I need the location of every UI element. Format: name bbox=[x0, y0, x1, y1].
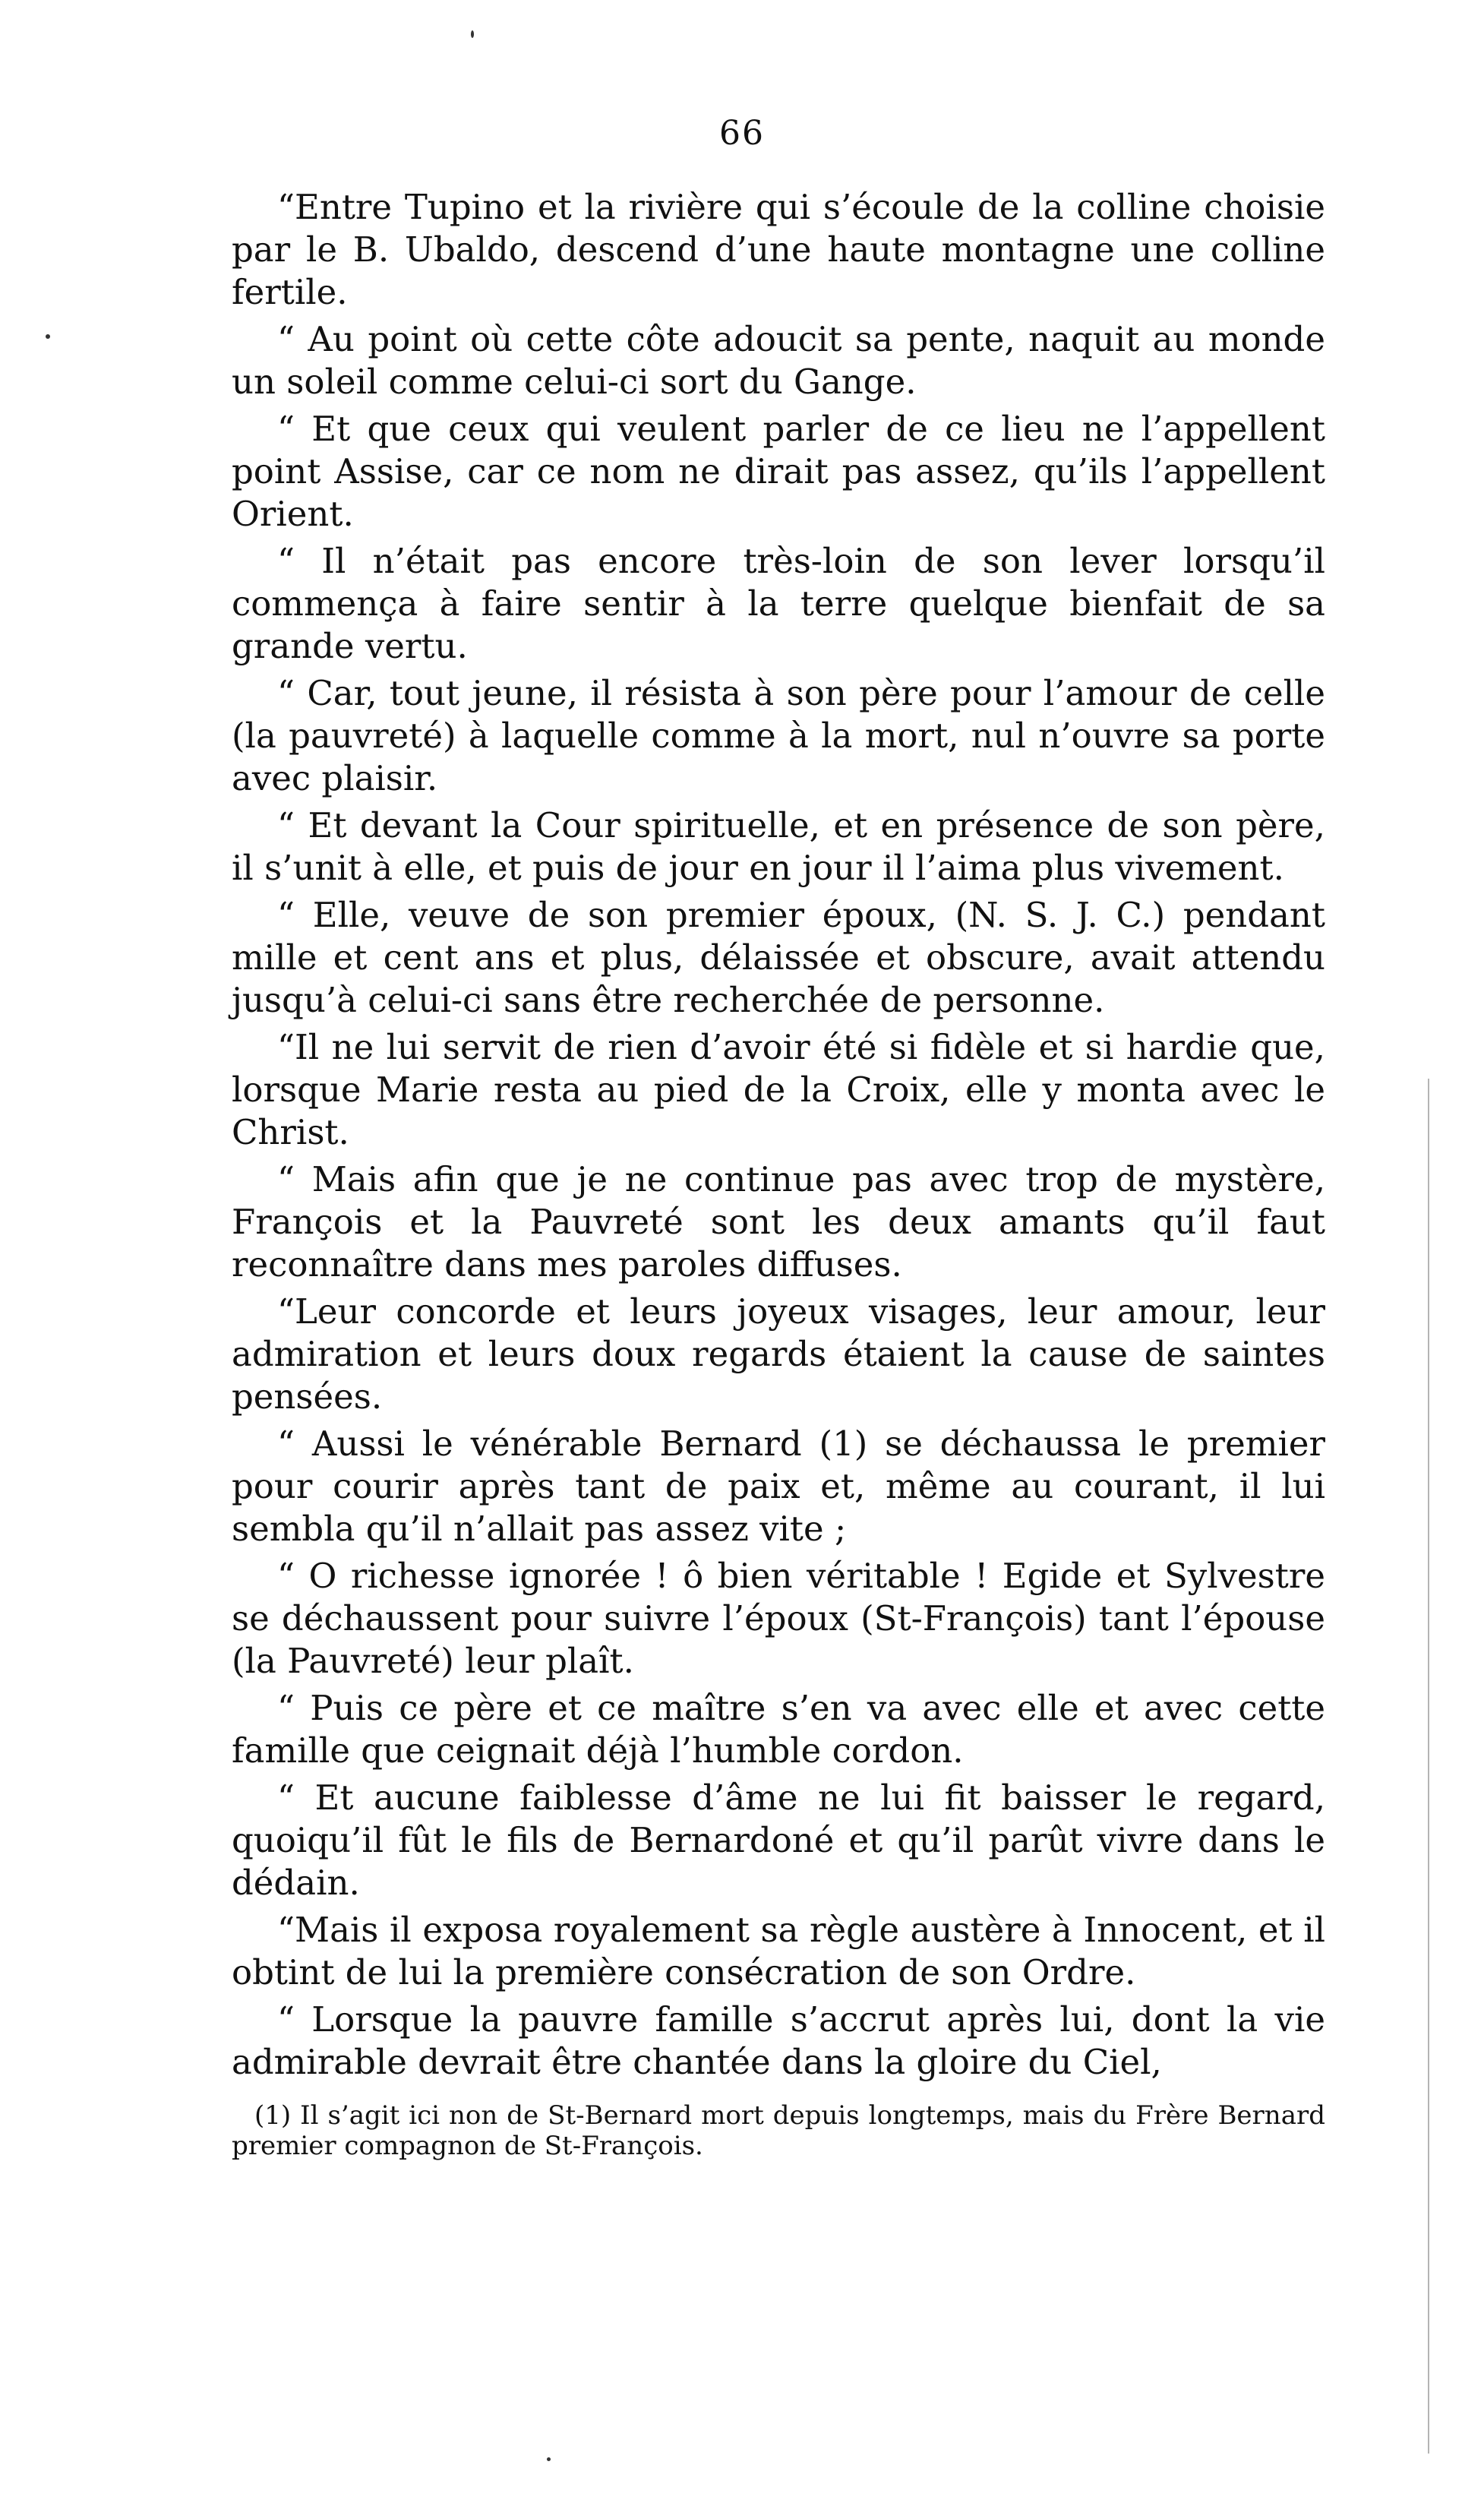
paragraph-3: “ Et que ceux qui veulent parler de ce lieu ne l’appellent point Assise, car ce nom ne dirait pas assez, qu’ils l’appellent Orient. bbox=[232, 409, 1325, 534]
footnote-area bbox=[232, 2100, 1325, 2161]
paragraph-2: “ Au point où cette côte adoucit sa pente, naquit au monde un soleil comme celui-ci sort du Gange. bbox=[232, 319, 1325, 402]
paragraph-7: “ Elle, veuve de son premier époux, (N. S. J. C.) pendant mille et cent ans et plus, délaissée et obscure, avait attendu jusqu’à celui-ci sans être recherchée de personne. bbox=[232, 895, 1325, 1020]
paragraph-16: “ Lorsque la pauvre famille s’accrut après lui, dont la vie admirable devrait être chantée dans la gloire du Ciel, bbox=[232, 1999, 1325, 2082]
paragraph-1: “Entre Tupino et la rivière qui s’écoule de la colline choisie par le B. Ubaldo, descend d’une haute montagne une colline fertile. bbox=[232, 187, 1325, 312]
paragraph-12: “ O richesse ignorée ! ô bien véritable ! Egide et Sylvestre se déchaussent pour suivre l’époux (St-François) tant l’épouse (la Pauvreté) leur plaît. bbox=[232, 1556, 1325, 1681]
page-number: 66 bbox=[719, 114, 765, 153]
paragraph-4: “ Il n’était pas encore très-loin de son lever lorsqu’il commença à faire sentir à la terre quelque bienfait de sa grande vertu. bbox=[232, 541, 1325, 666]
page-edge-shadow bbox=[1428, 1079, 1429, 2454]
scan-speck bbox=[547, 2457, 551, 2461]
paragraph-5: “ Car, tout jeune, il résista à son père pour l’amour de celle (la pauvreté) à laquelle comme à la mort, nul n’ouvre sa porte avec plaisir. bbox=[232, 673, 1325, 798]
paragraph-9: “ Mais afin que je ne continue pas avec trop de mystère, François et la Pauvreté sont les deux amants qu’il faut reconnaître dans mes paroles diffuses. bbox=[232, 1159, 1325, 1285]
paragraph-13: “ Puis ce père et ce maître s’en va avec elle et avec cette famille que ceignait déjà l’humble cordon. bbox=[232, 1688, 1325, 1771]
paragraph-8: “Il ne lui servit de rien d’avoir été si fidèle et si hardie que, lorsque Marie resta au pied de la Croix, elle y monta avec le Christ. bbox=[232, 1027, 1325, 1152]
paragraph-15: “Mais il exposa royalement sa règle austère à Innocent, et il obtint de lui la première consécration de son Ordre. bbox=[232, 1910, 1325, 1992]
paragraph-6: “ Et devant la Cour spirituelle, et en présence de son père, il s’unit à elle, et puis de jour en jour il l’aima plus vivement. bbox=[232, 805, 1325, 888]
scan-speck bbox=[471, 30, 474, 38]
scan-speck bbox=[46, 334, 50, 339]
paragraph-14: “ Et aucune faiblesse d’âme ne lui fit baisser le regard, quoiqu’il fût le fils de Bernardoné et qu’il parût vivre dans le dédain. bbox=[232, 1777, 1325, 1903]
footnote: (1) Il s’agit ici non de St-Bernard mort depuis longtemps, mais du Frère Bernard premier compagnon de St-François. bbox=[232, 2100, 1325, 2161]
paragraph-10: “Leur concorde et leurs joyeux visages, leur amour, leur admiration et leurs doux regards étaient la cause de saintes pensées. bbox=[232, 1291, 1325, 1417]
main-text bbox=[232, 186, 1325, 2088]
paragraph-11: “ Aussi le vénérable Bernard (1) se déchaussa le premier pour courir après tant de paix et, même au courant, il lui sembla qu’il n’allait pas assez vite ; bbox=[232, 1424, 1325, 1549]
